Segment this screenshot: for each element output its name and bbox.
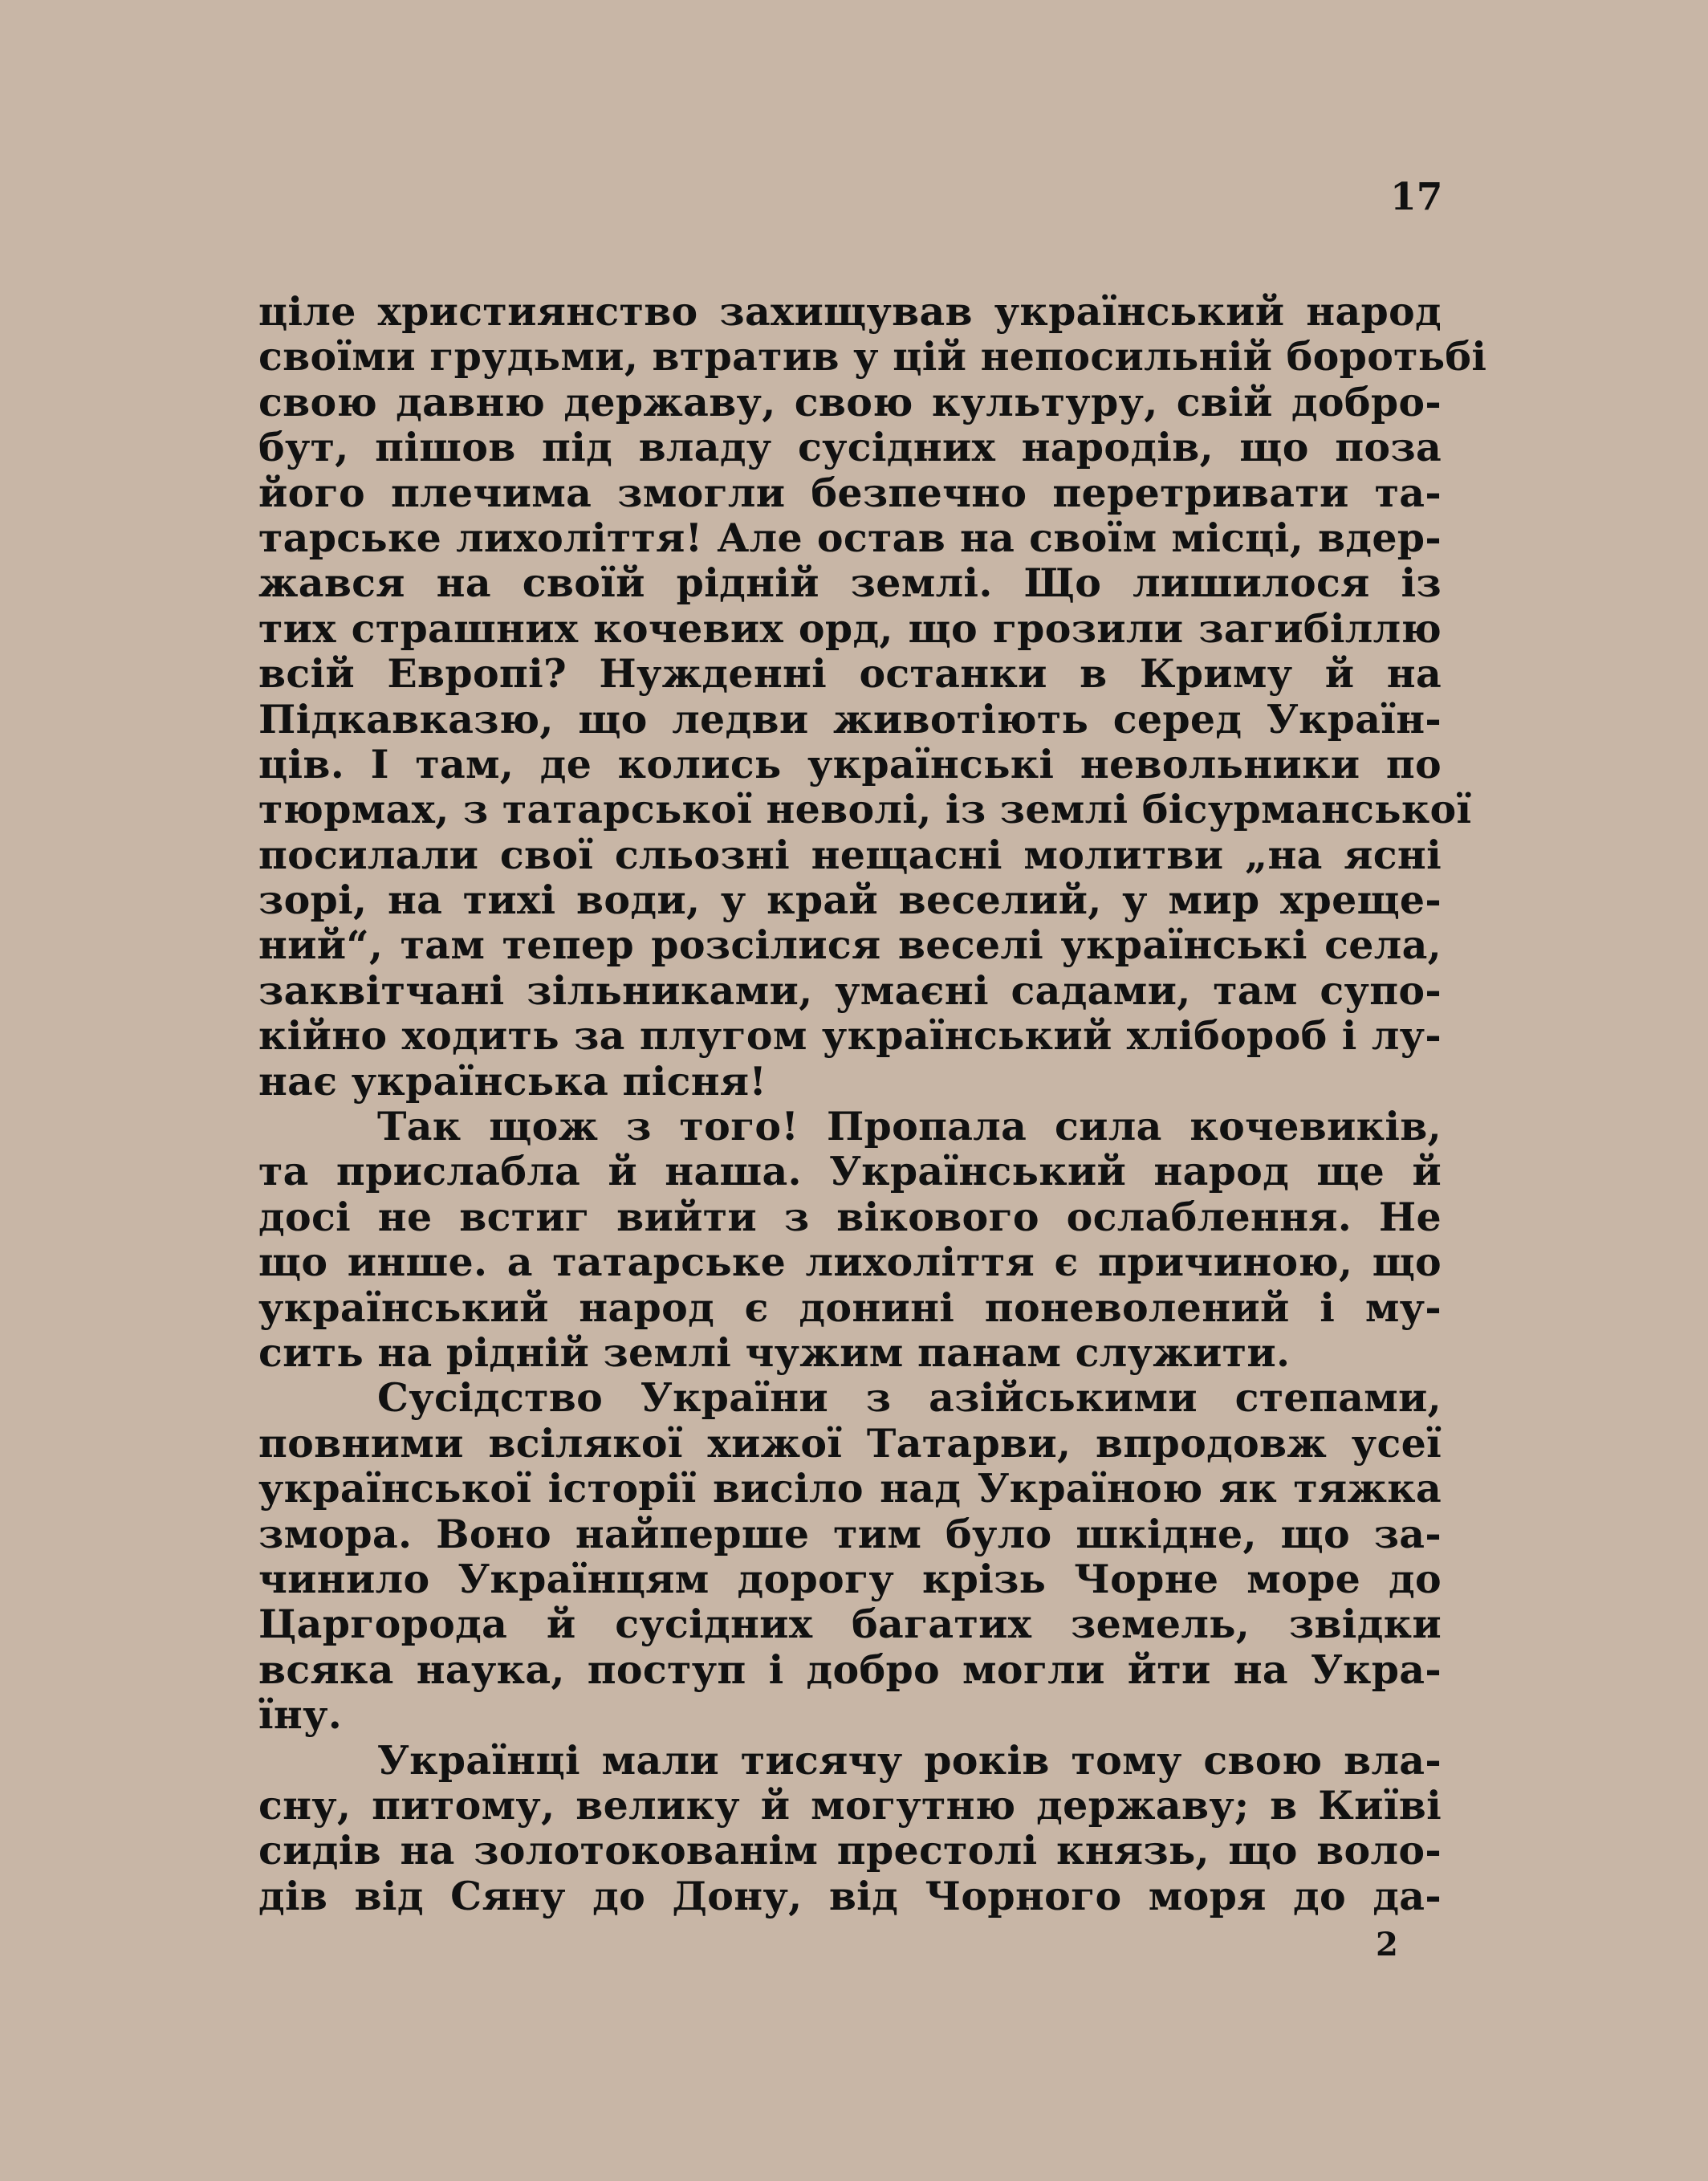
text-line: нає українська пісня! [258, 1057, 767, 1105]
text-line: Так щож з того! Пропала сила кочевиків, [377, 1103, 1442, 1150]
text-line: бут, пішов під владу сусідних народів, що поза [258, 424, 1442, 471]
text-line: кійно ходить за плугом український хлібороб і лу- [258, 1012, 1442, 1060]
text-line: ний“, там тепер розсілися веселі українські села, [258, 922, 1442, 969]
text-line: його плечима змогли безпечно перетривати та- [258, 469, 1442, 516]
text-line: своїми грудьми, втратив у цій непосильній боротьбі [258, 333, 1487, 380]
text-line: посилали свої сльозні нещасні молитви „на ясні [258, 831, 1442, 878]
body-text [258, 288, 1487, 1919]
text-line: сидів на золотокованім престолі князь, що воло- [258, 1827, 1442, 1874]
text-line: свою давню державу, свою культуру, свій добро- [258, 378, 1442, 425]
text-line: Царгорода й сусідних багатих земель, звідки [258, 1601, 1442, 1648]
text-line: Сусідство України з азійськими степами, [377, 1374, 1442, 1422]
text-line: ців. І там, де колись українські невольники по [258, 740, 1442, 787]
text-line: української історії висіло над Україною як тяжка [258, 1465, 1442, 1512]
text-line: чинило Українцям дорогу крізь Чорне море до [258, 1555, 1442, 1602]
text-line: всій Европі? Нужденні останки в Криму й на [258, 650, 1442, 698]
text-line: та прислабла й наша. Український народ ще й [258, 1148, 1442, 1195]
text-line: зорі, на тихі води, у край веселий, у мир хреще- [258, 877, 1442, 924]
text-line: Підкавказю, що ледви животіють серед Україн- [258, 695, 1442, 743]
text-line: тюрмах, з татарської неволі, із землі бісурманської [258, 786, 1472, 833]
text-line: дів від Сяну до Дону, від Чорного моря до да- [258, 1872, 1442, 1919]
text-line: Українці мали тисячу років тому свою вла- [377, 1736, 1442, 1784]
text-line: змора. Воно найперше тим було шкідне, що за- [258, 1510, 1442, 1557]
text-line: заквітчані зільниками, умаєні садами, там супо- [258, 966, 1442, 1014]
signature-mark: 2 [1376, 1926, 1398, 1963]
text-line: повними всілякої хижої Татарви, впродовж усеї [258, 1419, 1442, 1467]
text-line: тарське лихоліття! Але остав на своїм місці, вдер- [258, 514, 1442, 561]
text-line: досі не встиг вийти з вікового ослаблення. Не [258, 1193, 1442, 1240]
text-line: всяка наука, поступ і добро могли йти на Укра- [258, 1646, 1442, 1693]
text-line: ціле християнство захищував український народ [258, 288, 1442, 335]
text-line: що инше. а татарське лихоліття є причиною, що [258, 1239, 1442, 1286]
text-line: тих страшних кочевих орд, що грозили загибіллю [258, 604, 1442, 652]
text-line: жався на своїй рідній землі. Що лишилося із [258, 559, 1442, 607]
text-line: український народ є донині поневолений і му- [258, 1284, 1442, 1331]
page-number: 17 [1390, 175, 1443, 219]
text-line: їну. [258, 1691, 343, 1739]
text-line: сну, питому, велику й могутню державу; в Київі [258, 1781, 1442, 1829]
text-line: сить на рідній землі чужим панам служити. [258, 1329, 1291, 1376]
